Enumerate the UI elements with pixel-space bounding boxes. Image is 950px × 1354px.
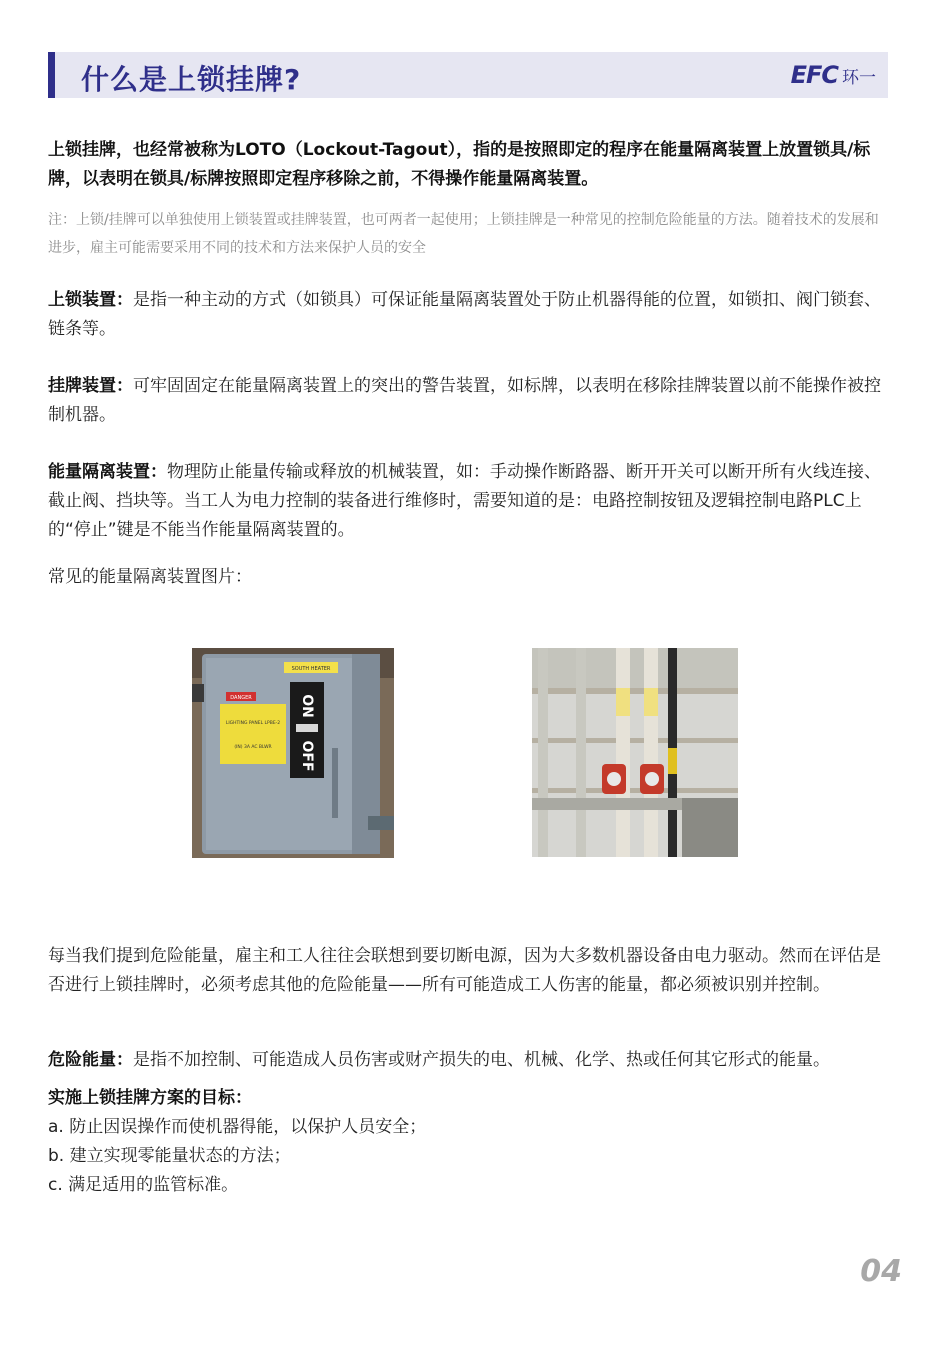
common-devices-caption: 常见的能量隔离装置图片： (48, 567, 252, 587)
disconnect-switch-illustration (192, 648, 394, 858)
lock-device-text: 是指一种主动的方式（如锁具）可保证能量隔离装置处于防止机器得能的位置，如锁扣、阀门锁套、链条等。 (48, 290, 881, 339)
switch-off-text: OFF (299, 740, 315, 772)
switch-top-label: SOUTH HEATER (291, 666, 331, 672)
lock-device-paragraph (48, 286, 883, 344)
goal-item: b. 建立实现零能量状态的方法； (48, 1146, 291, 1166)
lock-device-term: 上锁装置： (48, 290, 133, 310)
energy-device-text: 物理防止能量传输或释放的机械装置，如：手动操作断路器、断开开关可以断开所有火线连接、截止阀、挡块等。当工人为电力控制的装备进行维修时，需要知道的是：电路控制按钮及逻辑控制电路PLC上的“停止”键是不能当作能量隔离装置的。 (48, 462, 881, 540)
goals-section (48, 1084, 883, 1200)
hazard-energy-paragraph (48, 1046, 883, 1075)
efc-logo (791, 61, 876, 89)
intro-paragraph: 上锁挂牌，也经常被称为LOTO（Lockout-Tagout），指的是按照即定的程序在能量隔离装置上放置锁具/标牌，以表明在锁具/标牌按照即定程序移除之前，不得操作能量隔离装置。 (48, 140, 871, 189)
tag-device-text: 可牢固固定在能量隔离装置上的突出的警告装置，如标牌，以表明在移除挂牌装置以前不能操作被控制机器。 (48, 376, 881, 425)
logo-brand: EFC (790, 61, 838, 89)
hazard-energy-term: 危险能量： (48, 1050, 133, 1070)
disconnect-switch-photo (192, 648, 394, 858)
switch-yellow-label: LIGHTING PANEL LPBE-2 (225, 721, 281, 726)
page-title: 什么是上锁挂牌? (81, 63, 302, 96)
energy-device-paragraph (48, 458, 883, 545)
goals-title: 实施上锁挂牌方案的目标： (48, 1088, 252, 1108)
goal-item: a. 防止因误操作而使机器得能，以保护人员安全； (48, 1117, 427, 1137)
page-number: 04 (860, 1254, 902, 1289)
note-paragraph: 注：上锁/挂牌可以单独使用上锁装置或挂牌装置，也可两者一起使用；上锁挂牌是一种常见的控制危险能量的方法。随着技术的发展和进步，雇主可能需要采用不同的技术和方法来保护人员的安全 (48, 212, 879, 256)
switch-yellow-sub: (IN) 3A AC BLWR (234, 745, 272, 750)
hazard-energy-intro: 每当我们提到危险能量，雇主和工人往往会联想到要切断电源，因为大多数机器设备由电力驱动。然而在评估是否进行上锁挂牌时，必须考虑其他的危险能量——所有可能造成工人伤害的能量，都必须被识别并控制。 (48, 946, 881, 995)
valve-pipes-illustration (532, 648, 738, 857)
tag-device-term: 挂牌装置： (48, 376, 133, 396)
switch-red-label: DANGER (230, 695, 252, 701)
valve-pipes-photo (532, 648, 738, 857)
switch-on-text: ON (299, 694, 315, 718)
goal-item: c. 满足适用的监管标准。 (48, 1175, 239, 1195)
logo-chinese: 环一 (842, 67, 876, 88)
hazard-energy-text: 是指不加控制、可能造成人员伤害或财产损失的电、机械、化学、热或任何其它形式的能量。 (133, 1050, 830, 1070)
tag-device-paragraph (48, 372, 883, 430)
energy-device-term: 能量隔离装置： (48, 462, 167, 482)
page-header (48, 52, 888, 98)
